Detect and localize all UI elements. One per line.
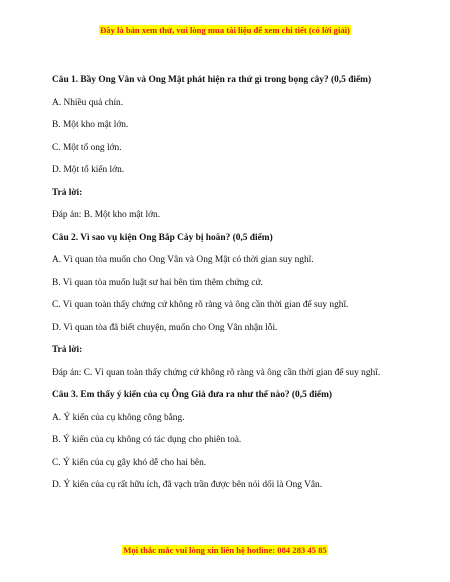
question-2-title: Câu 2. Vì sao vụ kiện Ong Bắp Cày bị hoãn? (0,5 điểm) [52,232,273,243]
question-1-answer: Đáp án: B. Một kho mật lớn. [52,210,161,220]
question-1-option-b: B. Một kho mật lớn. [52,120,129,130]
question-1-title: Câu 1. Bầy Ong Vân và Ong Mật phát hiện ra thứ gì trong bọng cây? (0,5 điểm) [52,75,372,85]
question-1-option-c: C. Một tổ ong lớn. [52,142,122,153]
question-1-option-a: A. Nhiều quả chín. [52,97,124,108]
question-3-title: Câu 3. Em thấy ý kiến của cụ Ông Già đưa ra như thế nào? (0,5 điểm) [52,390,333,400]
question-2-option-c: C. Vì quan toàn thấy chứng cứ không rõ ràng và ông cần thời gian để suy nghĩ. [52,300,349,310]
question-3-option-a: A. Ý kiến của cụ không công bằng. [52,412,185,423]
question-2-option-b: B. Vì quan tòa muốn luật sư hai bên tìm thêm chứng cứ. [52,277,263,288]
document-content [52,72,402,500]
hotline-banner: Mọi thắc mắc vui lòng xin liên hệ hotline: 084 283 45 85 [123,545,327,555]
question-2-option-a: A. Vì quan tòa muốn cho Ong Vân và Ong Mật có thời gian suy nghĩ. [52,255,314,265]
question-1-option-d: D. Một tổ kiến lớn. [52,165,125,175]
preview-notice-banner: Đây là bản xem thử, vui lòng mua tài liệu để xem chi tiết (có lời giải) [100,25,350,35]
question-3-option-b: B. Ý kiến của cụ không có tác dụng cho phiên toà. [52,435,242,445]
question-3-option-c: C. Ý kiến của cụ gây khó dễ cho hai bên. [52,457,207,468]
question-2-answer: Đáp án: C. Vì quan toàn thấy chứng cứ không rõ ràng và ông cần thời gian để suy nghĩ. [52,367,381,378]
question-3-option-d: D. Ý kiến của cụ rất hữu ích, đã vạch trần được bên nói dối là Ong Vân. [52,480,323,490]
question-2-answer-label: Trả lời: [52,345,83,355]
question-1-answer-label: Trả lời: [52,187,83,198]
question-2-option-d: D. Vì quan tòa đã biết chuyện, muốn cho Ong Vân nhận lỗi. [52,322,278,333]
